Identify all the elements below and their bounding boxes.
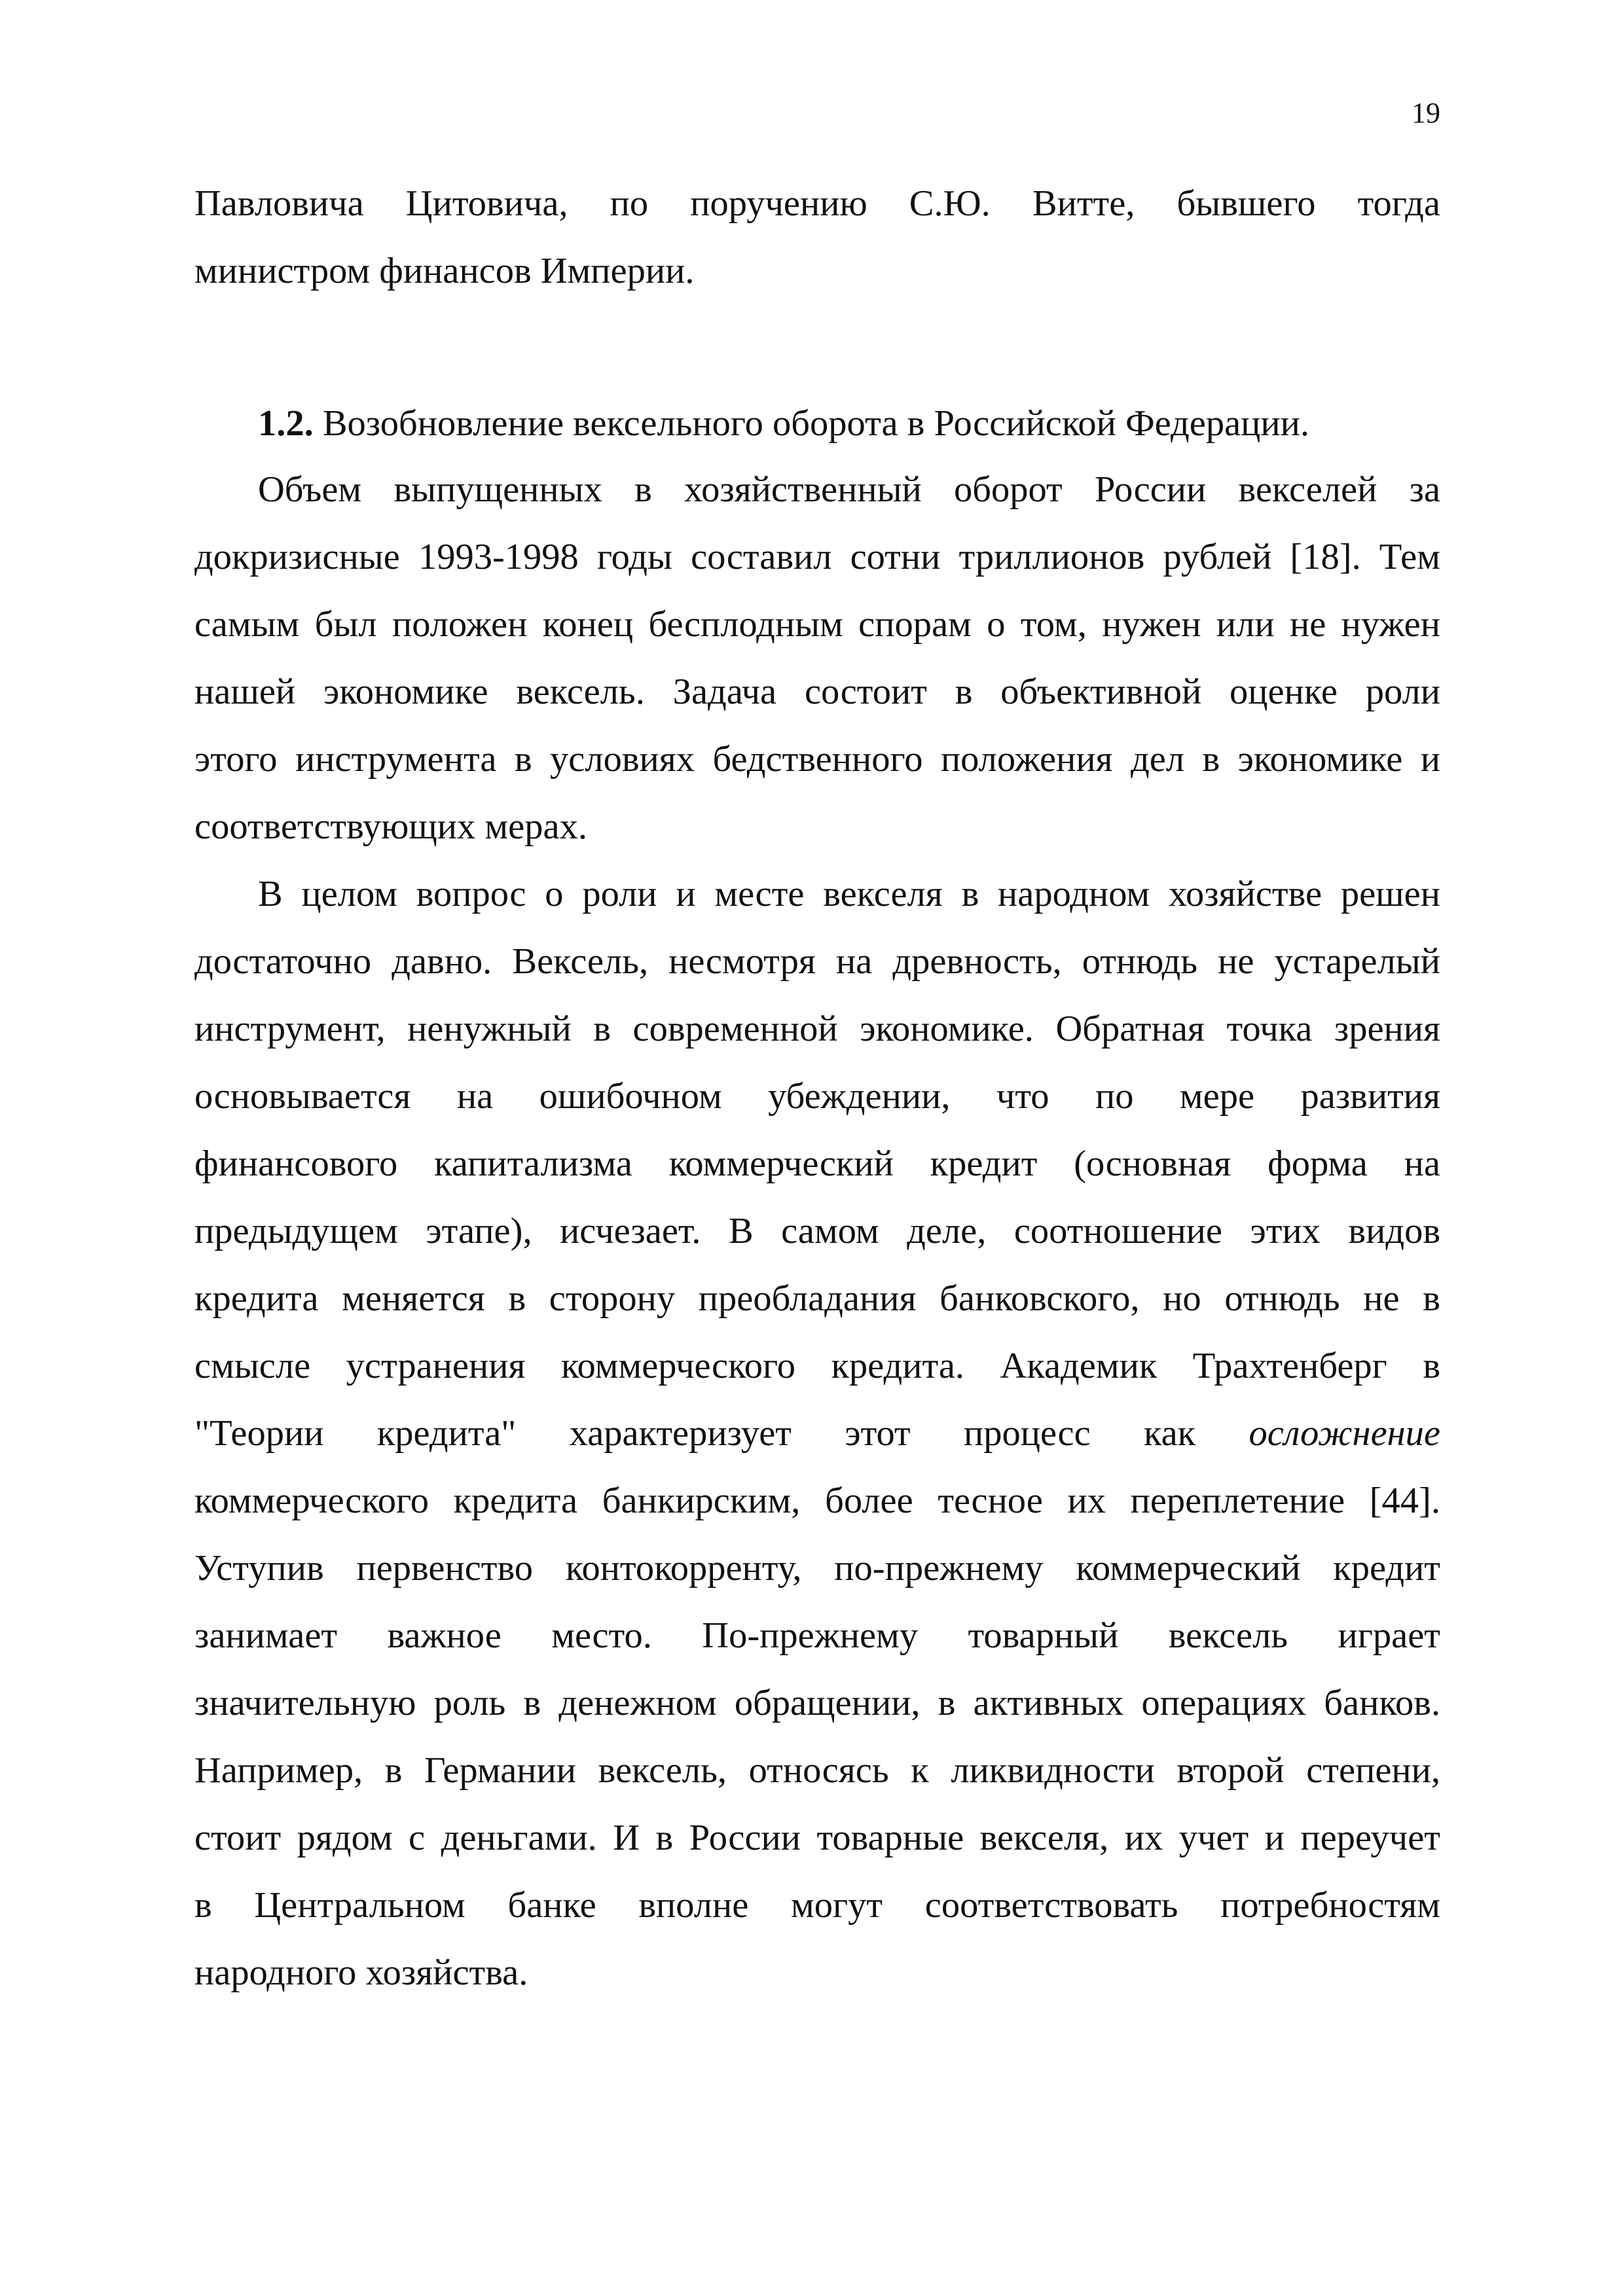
- text-line: финансового капитализма коммерческий кредит (основная форма на: [194, 1143, 1440, 1184]
- text-line: предыдущем этапе), исчезает. В самом деле, соотношение этих видов: [194, 1211, 1440, 1251]
- text-line: основывается на ошибочном убеждении, что по мере развития: [194, 1076, 1440, 1117]
- continuation-text: [194, 170, 1440, 305]
- text-line: докризисные 1993-1998 годы составил сотни триллионов рублей [18]. Тем: [194, 537, 1440, 577]
- text-line: народного хозяйства.: [194, 1952, 528, 1993]
- text-line: самым был положен конец бесплодным спорам о том, нужен или не нужен: [194, 604, 1440, 645]
- section-number: 1.2.: [258, 403, 314, 444]
- text-line: инструмент, ненужный в современной экономике. Обратная точка зрения: [194, 1009, 1440, 1049]
- text-line: этого инструмента в условиях бедственного положения дел в экономике и: [194, 739, 1440, 780]
- section-title: Возобновление вексельного оборота в Российской Федерации.: [313, 403, 1309, 444]
- text-line: стоит рядом с деньгами. И в России товарные векселя, их учет и переучет: [194, 1818, 1440, 1858]
- text-line: кредита меняется в сторону преобладания банковского, но отнюдь не в: [194, 1278, 1440, 1319]
- text-line: Объем выпущенных в хозяйственный оборот России векселей за: [258, 469, 1440, 510]
- text-line: коммерческого кредита банкирским, более тесное их переплетение [44].: [194, 1480, 1440, 1521]
- text-line-lead: "Теории кредита" характеризует этот процесс как: [194, 1413, 1249, 1454]
- text-line: Уступив первенство контокорренту, по-прежнему коммерческий кредит: [194, 1548, 1440, 1588]
- text-line: [194, 1400, 1440, 1467]
- text-line: достаточно давно. Вексель, несмотря на древность, отнюдь не устарелый: [194, 941, 1440, 982]
- text-line: Павловича Цитовича, по поручению С.Ю. Витте, бывшего тогда: [194, 183, 1440, 224]
- text-line: значительную роль в денежном обращении, в активных операциях банков.: [194, 1683, 1440, 1723]
- text-line: нашей экономике вексель. Задача состоит в объективной оценке роли: [194, 672, 1440, 712]
- text-line: министром финансов Империи.: [194, 251, 695, 291]
- text-line: В целом вопрос о роли и месте векселя в народном хозяйстве решен: [258, 874, 1440, 914]
- text-line: в Центральном банке вполне могут соответствовать потребностям: [194, 1885, 1440, 1926]
- page-number: 19: [1412, 97, 1440, 129]
- text-line: Например, в Германии вексель, относясь к ликвидности второй степени,: [194, 1750, 1440, 1791]
- paragraph-2: [194, 861, 1440, 2007]
- text-line: смысле устранения коммерческого кредита. Академик Трахтенберг в: [194, 1346, 1440, 1386]
- text-line: соответствующих мерах.: [194, 806, 587, 847]
- text-line: занимает важное место. По-прежнему товарный вексель играет: [194, 1615, 1440, 1656]
- paragraph-1: [194, 456, 1440, 861]
- emphasized-term: осложнение: [1249, 1413, 1440, 1454]
- section-heading: [258, 390, 1309, 457]
